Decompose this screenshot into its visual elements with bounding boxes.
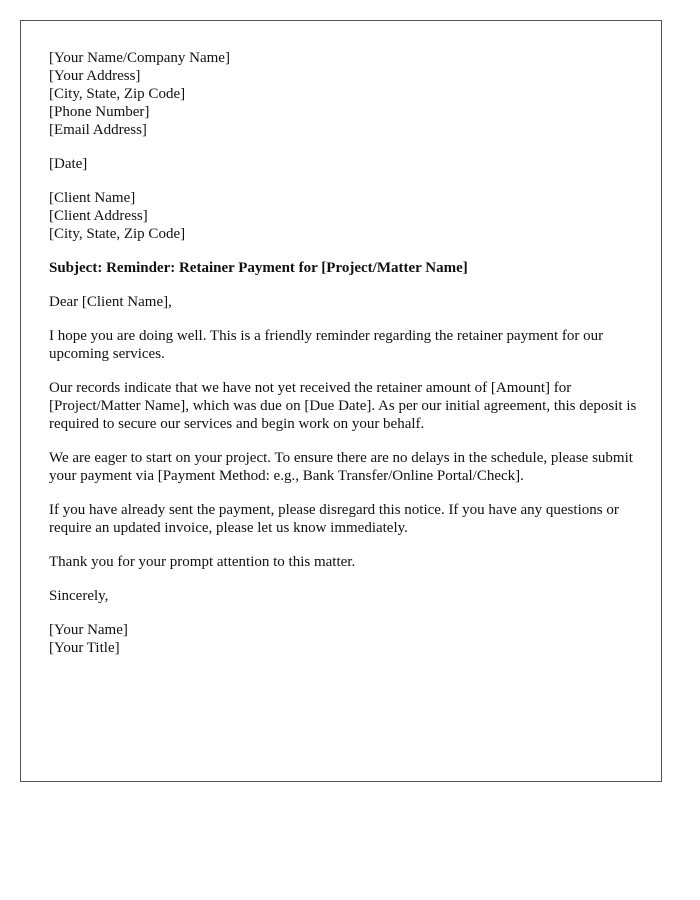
signature-block <box>49 621 639 657</box>
letter-date: [Date] <box>49 156 88 172</box>
letter-content <box>49 49 639 673</box>
salutation: Dear [Client Name], <box>49 294 172 310</box>
sender-name: [Your Name/Company Name] <box>49 50 230 66</box>
recipient-name: [Client Name] <box>49 190 136 206</box>
body-paragraph-4: If you have already sent the payment, please disregard this notice. If you have any questions or require an updated invoice, please let us know immediately. <box>49 502 619 536</box>
signature-name: [Your Name] <box>49 622 128 638</box>
subject-line: Subject: Reminder: Retainer Payment for [Project/Matter Name] <box>49 260 468 276</box>
closing: Sincerely, <box>49 588 109 604</box>
sender-block <box>49 49 639 139</box>
sender-phone: [Phone Number] <box>49 104 150 120</box>
signature-title: [Your Title] <box>49 640 120 656</box>
letter-page <box>20 20 662 782</box>
body-paragraph-2: Our records indicate that we have not yet received the retainer amount of [Amount] for [Project/Matter Name], which was due on [Due Date]. As per our initial agreement, this deposit is required to secure our services and begin work on your behalf. <box>49 380 637 432</box>
sender-email: [Email Address] <box>49 122 147 138</box>
recipient-address: [Client Address] <box>49 208 148 224</box>
date-block <box>49 155 639 173</box>
sender-address: [Your Address] <box>49 68 141 84</box>
body-paragraph-1: I hope you are doing well. This is a friendly reminder regarding the retainer payment for our upcoming services. <box>49 328 604 362</box>
recipient-block <box>49 189 639 243</box>
body-paragraph-5: Thank you for your prompt attention to this matter. <box>49 554 356 570</box>
body-paragraph-3: We are eager to start on your project. To ensure there are no delays in the schedule, please submit your payment via [Payment Method: e.g., Bank Transfer/Online Portal/Check]. <box>49 450 633 484</box>
recipient-city-state-zip: [City, State, Zip Code] <box>49 226 186 242</box>
sender-city-state-zip: [City, State, Zip Code] <box>49 86 186 102</box>
